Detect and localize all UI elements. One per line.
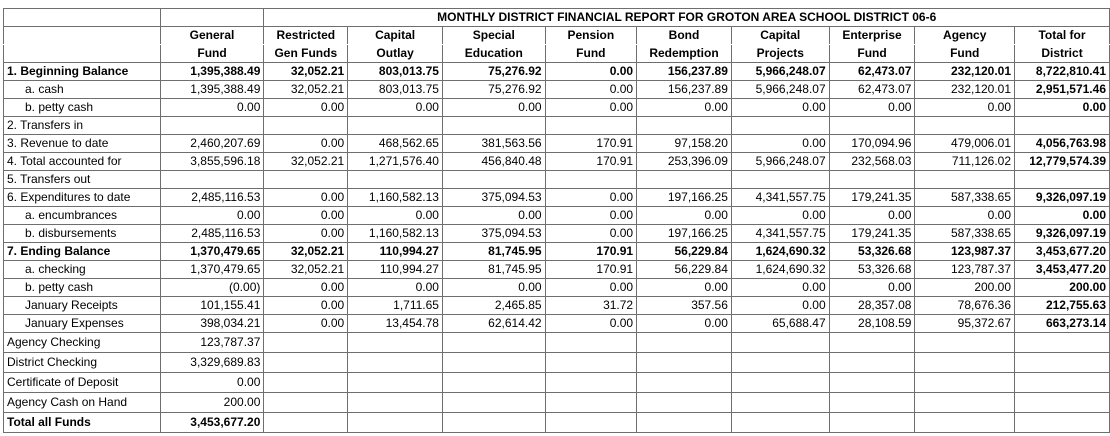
- empty-cell: [731, 353, 829, 373]
- amount-cell: 0.00: [442, 279, 545, 297]
- amount-cell: 101,155.41: [160, 297, 264, 315]
- col-header: Capital: [731, 27, 829, 45]
- report-row: [4, 243, 1110, 261]
- amount-cell: 5,966,248.07: [731, 81, 829, 99]
- amount-cell: 0.00: [1015, 207, 1110, 225]
- col-header: Outlay: [348, 45, 443, 63]
- empty-cell: [915, 373, 1015, 393]
- row-label: 3. Revenue to date: [4, 135, 161, 153]
- amount-cell: 4,341,557.75: [731, 189, 829, 207]
- amount-cell: 0.00: [829, 279, 915, 297]
- amount-cell: 170.91: [545, 261, 637, 279]
- amount-cell: [160, 117, 264, 135]
- col-header: Restricted: [264, 27, 348, 45]
- amount-cell: 110,994.27: [348, 243, 443, 261]
- amount-cell: [637, 117, 732, 135]
- amount-cell: 2,951,571.46: [1015, 81, 1110, 99]
- report-row: [4, 171, 1110, 189]
- summary-label: District Checking: [4, 353, 161, 373]
- amount-cell: 53,326.68: [829, 261, 915, 279]
- amount-cell: 156,237.89: [637, 81, 732, 99]
- empty-cell: [829, 353, 915, 373]
- amount-cell: 711,126.02: [915, 153, 1015, 171]
- empty-cell: [264, 393, 348, 413]
- amount-cell: 1,160,582.13: [348, 189, 443, 207]
- empty-cell: [442, 353, 545, 373]
- amount-cell: 232,120.01: [915, 63, 1015, 81]
- amount-cell: 123,787.37: [915, 261, 1015, 279]
- empty-cell: [442, 393, 545, 413]
- col-header: Fund: [829, 45, 915, 63]
- row-label: 1. Beginning Balance: [4, 63, 161, 81]
- amount-cell: 28,357.08: [829, 297, 915, 315]
- summary-value: 3,329,689.83: [160, 353, 264, 373]
- amount-cell: [264, 117, 348, 135]
- amount-cell: 0.00: [637, 279, 732, 297]
- amount-cell: 3,453,677.20: [1015, 243, 1110, 261]
- empty-cell: [442, 373, 545, 393]
- amount-cell: 1,395,388.49: [160, 63, 264, 81]
- amount-cell: 75,276.92: [442, 81, 545, 99]
- amount-cell: 2,460,207.69: [160, 135, 264, 153]
- empty-cell: [915, 393, 1015, 413]
- amount-cell: 4,341,557.75: [731, 225, 829, 243]
- amount-cell: 32,052.21: [264, 261, 348, 279]
- row-label: a. checking: [4, 261, 161, 279]
- amount-cell: 1,624,690.32: [731, 243, 829, 261]
- report-row: [4, 279, 1110, 297]
- empty-cell: [731, 413, 829, 433]
- amount-cell: 62,614.42: [442, 315, 545, 333]
- amount-cell: 123,987.37: [915, 243, 1015, 261]
- empty-cell: [348, 413, 443, 433]
- amount-cell: [1015, 117, 1110, 135]
- amount-cell: 32,052.21: [264, 63, 348, 81]
- col-header: Projects: [731, 45, 829, 63]
- row-label: b. petty cash: [4, 99, 161, 117]
- amount-cell: 0.00: [545, 63, 637, 81]
- amount-cell: 0.00: [442, 207, 545, 225]
- amount-cell: 587,338.65: [915, 225, 1015, 243]
- amount-cell: 1,395,388.49: [160, 81, 264, 99]
- amount-cell: 62,473.07: [829, 81, 915, 99]
- amount-cell: [731, 117, 829, 135]
- summary-label: Agency Cash on Hand: [4, 393, 161, 413]
- empty-cell: [264, 373, 348, 393]
- empty-cell: [545, 353, 637, 373]
- amount-cell: 212,755.63: [1015, 297, 1110, 315]
- report-row: [4, 297, 1110, 315]
- amount-cell: 0.00: [264, 135, 348, 153]
- row-label: 7. Ending Balance: [4, 243, 161, 261]
- empty-cell: [829, 393, 915, 413]
- col-header: District: [1015, 45, 1110, 63]
- empty-cell: [731, 373, 829, 393]
- amount-cell: 398,034.21: [160, 315, 264, 333]
- amount-cell: 28,108.59: [829, 315, 915, 333]
- report-row: [4, 99, 1110, 117]
- col-header: Special: [442, 27, 545, 45]
- amount-cell: 156,237.89: [637, 63, 732, 81]
- amount-cell: 65,688.47: [731, 315, 829, 333]
- amount-cell: 479,006.01: [915, 135, 1015, 153]
- amount-cell: 0.00: [731, 135, 829, 153]
- amount-cell: 0.00: [637, 99, 732, 117]
- amount-cell: 1,271,576.40: [348, 153, 443, 171]
- amount-cell: 170.91: [545, 153, 637, 171]
- amount-cell: 78,676.36: [915, 297, 1015, 315]
- amount-cell: 0.00: [1015, 99, 1110, 117]
- amount-cell: [442, 117, 545, 135]
- empty-cell: [545, 413, 637, 433]
- empty-cell: [829, 333, 915, 353]
- report-row: [4, 315, 1110, 333]
- amount-cell: 357.56: [637, 297, 732, 315]
- amount-cell: 0.00: [545, 99, 637, 117]
- summary-label: Agency Checking: [4, 333, 161, 353]
- amount-cell: 0.00: [264, 225, 348, 243]
- amount-cell: 0.00: [637, 315, 732, 333]
- amount-cell: 0.00: [264, 207, 348, 225]
- amount-cell: 53,326.68: [829, 243, 915, 261]
- summary-row: [4, 333, 1110, 353]
- col-header: Gen Funds: [264, 45, 348, 63]
- empty-cell: [348, 353, 443, 373]
- amount-cell: 81,745.95: [442, 243, 545, 261]
- amount-cell: 5,966,248.07: [731, 63, 829, 81]
- report-row: [4, 207, 1110, 225]
- amount-cell: 179,241.35: [829, 189, 915, 207]
- row-label: 5. Transfers out: [4, 171, 161, 189]
- amount-cell: 0.00: [829, 207, 915, 225]
- empty-cell: [637, 393, 732, 413]
- amount-cell: 3,453,477.20: [1015, 261, 1110, 279]
- amount-cell: [915, 117, 1015, 135]
- amount-cell: 179,241.35: [829, 225, 915, 243]
- amount-cell: [442, 171, 545, 189]
- empty-cell: [442, 413, 545, 433]
- amount-cell: 0.00: [545, 81, 637, 99]
- row-label: b. disbursements: [4, 225, 161, 243]
- amount-cell: 0.00: [545, 225, 637, 243]
- amount-cell: 0.00: [160, 99, 264, 117]
- amount-cell: 803,013.75: [348, 63, 443, 81]
- amount-cell: [731, 171, 829, 189]
- amount-cell: 200.00: [915, 279, 1015, 297]
- amount-cell: 0.00: [731, 279, 829, 297]
- amount-cell: 253,396.09: [637, 153, 732, 171]
- amount-cell: 0.00: [348, 99, 443, 117]
- amount-cell: 12,779,574.39: [1015, 153, 1110, 171]
- amount-cell: 13,454.78: [348, 315, 443, 333]
- amount-cell: 1,370,479.65: [160, 243, 264, 261]
- amount-cell: 456,840.48: [442, 153, 545, 171]
- col-header: Total for: [1015, 27, 1110, 45]
- amount-cell: 0.00: [264, 279, 348, 297]
- summary-row: [4, 413, 1110, 433]
- empty-cell: [348, 393, 443, 413]
- amount-cell: 4,056,763.98: [1015, 135, 1110, 153]
- report-row: [4, 261, 1110, 279]
- amount-cell: 56,229.84: [637, 261, 732, 279]
- row-label: a. cash: [4, 81, 161, 99]
- amount-cell: [1015, 171, 1110, 189]
- row-label: January Receipts: [4, 297, 161, 315]
- amount-cell: [829, 117, 915, 135]
- empty-cell: [264, 353, 348, 373]
- empty-cell: [545, 373, 637, 393]
- amount-cell: 232,120.01: [915, 81, 1015, 99]
- amount-cell: 1,370,479.65: [160, 261, 264, 279]
- col-header: Capital: [348, 27, 443, 45]
- row-label: b. petty cash: [4, 279, 161, 297]
- empty-cell: [1015, 333, 1110, 353]
- amount-cell: 56,229.84: [637, 243, 732, 261]
- amount-cell: 95,372.67: [915, 315, 1015, 333]
- empty-cell: [915, 413, 1015, 433]
- amount-cell: 0.00: [731, 99, 829, 117]
- amount-cell: 663,273.14: [1015, 315, 1110, 333]
- amount-cell: [160, 171, 264, 189]
- col-header: General: [160, 27, 264, 45]
- amount-cell: [348, 171, 443, 189]
- amount-cell: 5,966,248.07: [731, 153, 829, 171]
- row-label: 4. Total accounted for: [4, 153, 161, 171]
- empty-cell: [829, 413, 915, 433]
- amount-cell: 0.00: [637, 207, 732, 225]
- empty-cell: [637, 373, 732, 393]
- empty-cell: [637, 333, 732, 353]
- amount-cell: [264, 171, 348, 189]
- header-row-2: [4, 45, 1110, 63]
- report-row: [4, 135, 1110, 153]
- amount-cell: 32,052.21: [264, 153, 348, 171]
- row-label: January Expenses: [4, 315, 161, 333]
- amount-cell: 0.00: [731, 207, 829, 225]
- empty-cell: [545, 333, 637, 353]
- financial-report-table: [3, 8, 1110, 433]
- empty-cell: [731, 333, 829, 353]
- report-row: [4, 63, 1110, 81]
- amount-cell: 2,465.85: [442, 297, 545, 315]
- amount-cell: 0.00: [442, 99, 545, 117]
- col-header: Redemption: [637, 45, 732, 63]
- amount-cell: 3,855,596.18: [160, 153, 264, 171]
- amount-cell: 0.00: [731, 297, 829, 315]
- amount-cell: 232,568.03: [829, 153, 915, 171]
- amount-cell: 375,094.53: [442, 225, 545, 243]
- empty-cell: [637, 353, 732, 373]
- summary-label: Total all Funds: [4, 413, 161, 433]
- amount-cell: 0.00: [545, 315, 637, 333]
- empty-cell: [264, 413, 348, 433]
- col-header: Fund: [915, 45, 1015, 63]
- amount-cell: 200.00: [1015, 279, 1110, 297]
- amount-cell: 81,745.95: [442, 261, 545, 279]
- empty-cell: [348, 333, 443, 353]
- report-row: [4, 117, 1110, 135]
- empty-cell: [1015, 373, 1110, 393]
- summary-value: 3,453,677.20: [160, 413, 264, 433]
- amount-cell: 803,013.75: [348, 81, 443, 99]
- amount-cell: 0.00: [545, 279, 637, 297]
- empty-cell: [1015, 353, 1110, 373]
- col-header: Agency: [915, 27, 1015, 45]
- col-header: Fund: [545, 45, 637, 63]
- amount-cell: 0.00: [545, 207, 637, 225]
- amount-cell: 0.00: [160, 207, 264, 225]
- summary-row: [4, 393, 1110, 413]
- empty-cell: [1015, 413, 1110, 433]
- amount-cell: 170.91: [545, 135, 637, 153]
- report-row: [4, 189, 1110, 207]
- amount-cell: 1,624,690.32: [731, 261, 829, 279]
- amount-cell: 587,338.65: [915, 189, 1015, 207]
- amount-cell: 2,485,116.53: [160, 225, 264, 243]
- row-label: a. encumbrances: [4, 207, 161, 225]
- amount-cell: 9,326,097.19: [1015, 189, 1110, 207]
- amount-cell: 97,158.20: [637, 135, 732, 153]
- col-header: Enterprise: [829, 27, 915, 45]
- report-row: [4, 225, 1110, 243]
- amount-cell: 197,166.25: [637, 225, 732, 243]
- amount-cell: 8,722,810.41: [1015, 63, 1110, 81]
- amount-cell: 468,562.65: [348, 135, 443, 153]
- amount-cell: 1,160,582.13: [348, 225, 443, 243]
- amount-cell: (0.00): [160, 279, 264, 297]
- summary-value: 0.00: [160, 373, 264, 393]
- col-header: Bond: [637, 27, 732, 45]
- col-header: Fund: [160, 45, 264, 63]
- empty-cell: [637, 413, 732, 433]
- amount-cell: 197,166.25: [637, 189, 732, 207]
- empty-cell: [545, 393, 637, 413]
- amount-cell: 170,094.96: [829, 135, 915, 153]
- col-header: Education: [442, 45, 545, 63]
- amount-cell: 32,052.21: [264, 81, 348, 99]
- empty-cell: [264, 333, 348, 353]
- amount-cell: 0.00: [829, 99, 915, 117]
- amount-cell: 62,473.07: [829, 63, 915, 81]
- empty-cell: [348, 373, 443, 393]
- amount-cell: [348, 117, 443, 135]
- amount-cell: 0.00: [264, 189, 348, 207]
- amount-cell: 75,276.92: [442, 63, 545, 81]
- amount-cell: 170.91: [545, 243, 637, 261]
- amount-cell: 1,711.65: [348, 297, 443, 315]
- summary-row: [4, 353, 1110, 373]
- report-row: [4, 153, 1110, 171]
- summary-value: 200.00: [160, 393, 264, 413]
- col-header: Pension: [545, 27, 637, 45]
- empty-cell: [829, 373, 915, 393]
- title-row: [4, 9, 1110, 27]
- amount-cell: [829, 171, 915, 189]
- header-row-1: [4, 27, 1110, 45]
- row-label: 2. Transfers in: [4, 117, 161, 135]
- summary-value: 123,787.37: [160, 333, 264, 353]
- empty-cell: [1015, 393, 1110, 413]
- amount-cell: 2,485,116.53: [160, 189, 264, 207]
- amount-cell: 375,094.53: [442, 189, 545, 207]
- amount-cell: 0.00: [545, 189, 637, 207]
- amount-cell: 31.72: [545, 297, 637, 315]
- empty-cell: [915, 333, 1015, 353]
- report-row: [4, 81, 1110, 99]
- amount-cell: 9,326,097.19: [1015, 225, 1110, 243]
- amount-cell: [545, 171, 637, 189]
- amount-cell: 0.00: [264, 99, 348, 117]
- amount-cell: 0.00: [915, 207, 1015, 225]
- empty-cell: [442, 333, 545, 353]
- row-label: 6. Expenditures to date: [4, 189, 161, 207]
- amount-cell: [915, 171, 1015, 189]
- amount-cell: [545, 117, 637, 135]
- amount-cell: 0.00: [264, 297, 348, 315]
- report-title: MONTHLY DISTRICT FINANCIAL REPORT FOR GROTON AREA SCHOOL DISTRICT 06-6: [264, 9, 1110, 27]
- empty-cell: [915, 353, 1015, 373]
- amount-cell: 381,563.56: [442, 135, 545, 153]
- amount-cell: 0.00: [348, 207, 443, 225]
- amount-cell: 32,052.21: [264, 243, 348, 261]
- amount-cell: 0.00: [915, 99, 1015, 117]
- summary-row: [4, 373, 1110, 393]
- summary-label: Certificate of Deposit: [4, 373, 161, 393]
- empty-cell: [731, 393, 829, 413]
- amount-cell: [637, 171, 732, 189]
- amount-cell: 0.00: [264, 315, 348, 333]
- amount-cell: 0.00: [348, 279, 443, 297]
- amount-cell: 110,994.27: [348, 261, 443, 279]
